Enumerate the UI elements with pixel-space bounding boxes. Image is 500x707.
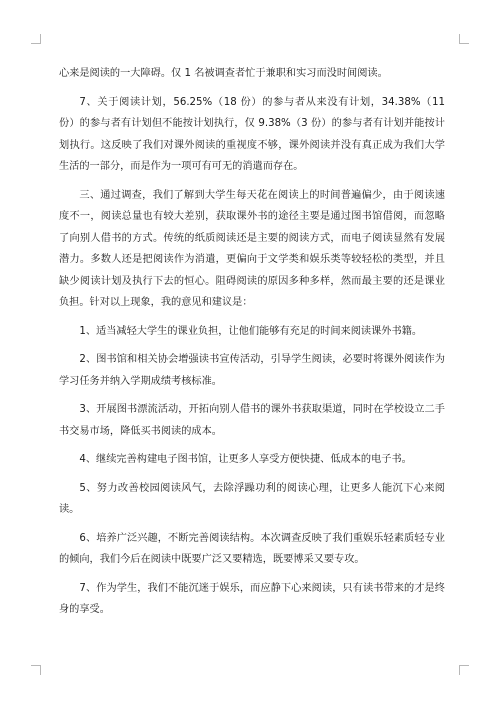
crop-mark-top-right — [459, 34, 469, 44]
crop-mark-bottom-right — [459, 665, 469, 675]
paragraph-suggestion-2: 2、图书馆和相关协会增强读书宣传活动，引导学生阅读，必要时将课外阅读作为学习任务并纳入学期成绩考核标准。 — [59, 354, 445, 387]
crop-mark-bottom-left — [31, 665, 41, 675]
paragraph-suggestion-1: 1、适当减轻大学生的课业负担，让他们能够有充足的时间来阅读课外书籍。 — [79, 325, 423, 337]
paragraph-suggestion-3: 3、开展图书漂流活动，开拓向别人借书的课外书获取渠道，同时在学校设立二手书交易市场，降低买书阅读的成本。 — [59, 404, 445, 437]
paragraph-continuation: 心来是阅读的一大障碍。仅 1 名被调查者忙于兼职和实习而没时间阅读。 — [59, 68, 388, 79]
paragraph-suggestion-7: 7、作为学生，我们不能沉迷于娱乐，而应静下心来阅读，只有读书带来的才是终身的享受。 — [59, 582, 445, 615]
paragraph-suggestion-4: 4、继续完善构建电子图书馆，让更多人享受方便快捷、低成本的电子书。 — [79, 454, 412, 465]
crop-mark-top-left — [31, 34, 41, 44]
paragraph-reading-plan: 7、关于阅读计划，56.25%（18 份）的参与者从来没有计划，34.38%（11 份）的参与者有计划但不能按计划执行，仅 9.38%（3 份）的参与者有计划并能按计划执行。这反映了我们对课外阅读的重视度不够，课外阅读并没有真正成为我们大学生活的一部分，而是作为一项可有可无的消遣而存在。 — [59, 96, 445, 172]
paragraph-suggestion-6: 6、培养广泛兴趣，不断完善阅读结构。本次调查反映了我们重娱乐轻素质轻专业的倾向，我们今后在阅读中既要广泛又要精选，既要博采又要专攻。 — [59, 532, 445, 565]
paragraph-suggestion-5: 5、努力改善校园阅读风气，去除浮躁功利的阅读心理，让更多人能沉下心来阅读。 — [59, 482, 445, 515]
paragraph-survey-summary: 三、通过调查，我们了解到大学生每天花在阅读上的时间普遍偏少，由于阅读速度不一，阅读总量也有较大差别，获取课外书的途径主要是通过图书馆借阅，而忽略了向别人借书的方式。传统的纸质阅读还是主要的阅读方式，而电子阅读显然有发展潜力。多数人还是把阅读作为消遣，更偏向于文学类和娱乐类等较轻松的类型，并且缺少阅读计划及执行下去的恒心。阻碍阅读的原因多种多样，然而最主要的还是课业负担。针对以上现象，我的意见和建议是： — [59, 189, 445, 308]
document-body — [59, 63, 445, 628]
